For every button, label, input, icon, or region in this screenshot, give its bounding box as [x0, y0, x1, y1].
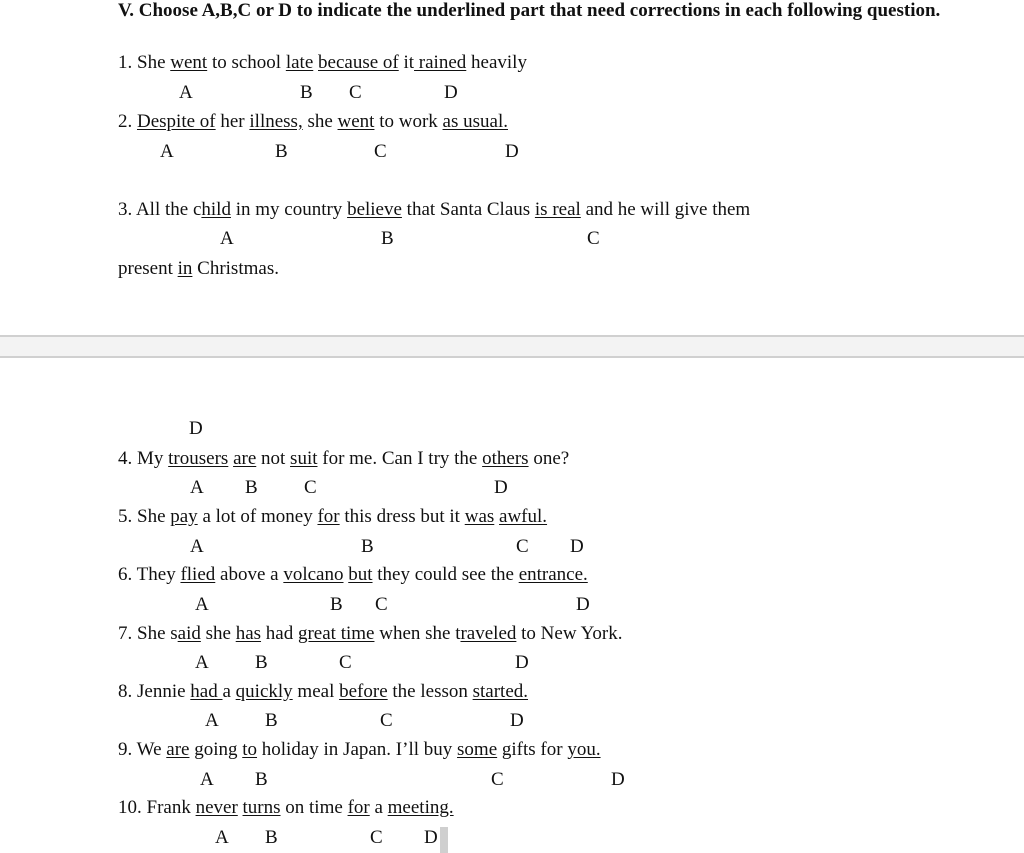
letter-b: B	[265, 710, 278, 731]
option-b: volcano	[283, 564, 344, 585]
text-cursor	[440, 827, 448, 853]
question-6: 6. They flied above a volcano but they could see the entrance.	[118, 564, 588, 585]
option-d: rained	[414, 52, 467, 73]
letter-a: A	[160, 141, 174, 162]
letter-a: A	[195, 594, 209, 615]
option-b: for	[317, 506, 340, 527]
option-b: has	[235, 623, 262, 644]
option-b: believe	[347, 199, 402, 220]
option-d: entrance.	[518, 564, 588, 585]
letter-a: A	[205, 710, 219, 731]
option-c: some	[457, 739, 498, 760]
letter-b: B	[255, 652, 268, 673]
letter-c: C	[516, 536, 529, 557]
letter-d: D	[189, 418, 203, 439]
answer-letters-7	[0, 652, 1024, 674]
option-d: raveled	[460, 623, 517, 644]
option-c: is real	[534, 199, 581, 220]
letter-c: C	[370, 827, 383, 848]
letter-b: B	[330, 594, 343, 615]
answer-letters-2	[0, 141, 1024, 163]
letter-c: C	[587, 228, 600, 249]
option-b: to	[242, 739, 258, 760]
option-d: awful.	[499, 506, 548, 527]
question-8: 8. Jennie had a quickly meal before the lesson started.	[118, 681, 529, 702]
question-7: 7. She said she has had great time when she traveled to New York.	[118, 623, 623, 644]
option-a: never	[195, 797, 238, 818]
option-c: but	[348, 564, 373, 585]
letter-a: A	[195, 652, 209, 673]
letter-c: C	[491, 769, 504, 790]
option-c: before	[339, 681, 388, 702]
page-break	[0, 335, 1024, 358]
option-a: Despite of	[137, 111, 216, 132]
letter-c: C	[339, 652, 352, 673]
question-1: 1. She went to school late because of it rained heavily	[118, 52, 527, 73]
question-2: 2. Despite of her illness, she went to work as usual.	[118, 111, 508, 132]
option-c: was	[464, 506, 495, 527]
option-d: others	[482, 448, 529, 469]
letter-d: D	[444, 82, 458, 103]
option-b: turns	[242, 797, 281, 818]
option-d: meeting.	[387, 797, 454, 818]
letter-d: D	[576, 594, 590, 615]
letter-d: D	[505, 141, 519, 162]
letter-d: D	[611, 769, 625, 790]
option-a: flied	[180, 564, 216, 585]
option-c: because of	[318, 52, 399, 73]
option-d: you.	[567, 739, 601, 760]
option-a: aid	[177, 623, 201, 644]
option-d: started.	[472, 681, 529, 702]
option-d: as usual.	[442, 111, 508, 132]
answer-letters-3-d	[0, 418, 1024, 440]
letter-b: B	[265, 827, 278, 848]
question-4: 4. My trousers are not suit for me. Can I try the others one?	[118, 448, 570, 469]
answer-letters-10	[0, 827, 1024, 849]
option-b: late	[285, 52, 314, 73]
letter-b: B	[361, 536, 374, 557]
option-b: are	[233, 448, 257, 469]
option-b: illness,	[249, 111, 303, 132]
answer-letters-3	[0, 228, 1024, 250]
option-c: great time	[297, 623, 375, 644]
answer-letters-5	[0, 536, 1024, 558]
question-3-continuation: present in Christmas.	[118, 258, 279, 279]
question-10: 10. Frank never turns on time for a meeting.	[118, 797, 454, 818]
answer-letters-9	[0, 769, 1024, 791]
option-c: went	[337, 111, 375, 132]
letter-a: A	[215, 827, 229, 848]
option-c: for	[347, 797, 370, 818]
letter-d: D	[424, 827, 438, 848]
question-9: 9. We are going to holiday in Japan. I’ll buy some gifts for you.	[118, 739, 601, 760]
letter-a: A	[179, 82, 193, 103]
question-5: 5. She pay a lot of money for this dress but it was awful.	[118, 506, 548, 527]
option-a: had	[190, 681, 223, 702]
letter-d: D	[510, 710, 524, 731]
letter-b: B	[381, 228, 394, 249]
letter-b: B	[245, 477, 258, 498]
option-d: in	[177, 258, 193, 279]
answer-letters-6	[0, 594, 1024, 616]
answer-letters-1	[0, 82, 1024, 104]
option-a: are	[166, 739, 190, 760]
letter-b: B	[275, 141, 288, 162]
letter-c: C	[380, 710, 393, 731]
option-a: went	[170, 52, 208, 73]
letter-a: A	[190, 477, 204, 498]
letter-b: B	[300, 82, 313, 103]
answer-letters-4	[0, 477, 1024, 499]
section-heading: V. Choose A,B,C or D to indicate the underlined part that need corrections in each following question.	[118, 0, 941, 21]
option-b: quickly	[235, 681, 293, 702]
letter-a: A	[200, 769, 214, 790]
letter-b: B	[255, 769, 268, 790]
page-top	[0, 0, 1024, 335]
letter-c: C	[374, 141, 387, 162]
option-a: hild	[201, 199, 231, 220]
letter-a: A	[190, 536, 204, 557]
letter-d: D	[494, 477, 508, 498]
option-a: trousers	[168, 448, 229, 469]
letter-d: D	[570, 536, 584, 557]
letter-c: C	[375, 594, 388, 615]
letter-c: C	[349, 82, 362, 103]
option-a: pay	[170, 506, 198, 527]
letter-c: C	[304, 477, 317, 498]
answer-letters-8	[0, 710, 1024, 732]
question-3: 3. All the child in my country believe that Santa Claus is real and he will give them	[118, 199, 751, 220]
letter-a: A	[220, 228, 234, 249]
letter-d: D	[515, 652, 529, 673]
option-c: suit	[290, 448, 318, 469]
